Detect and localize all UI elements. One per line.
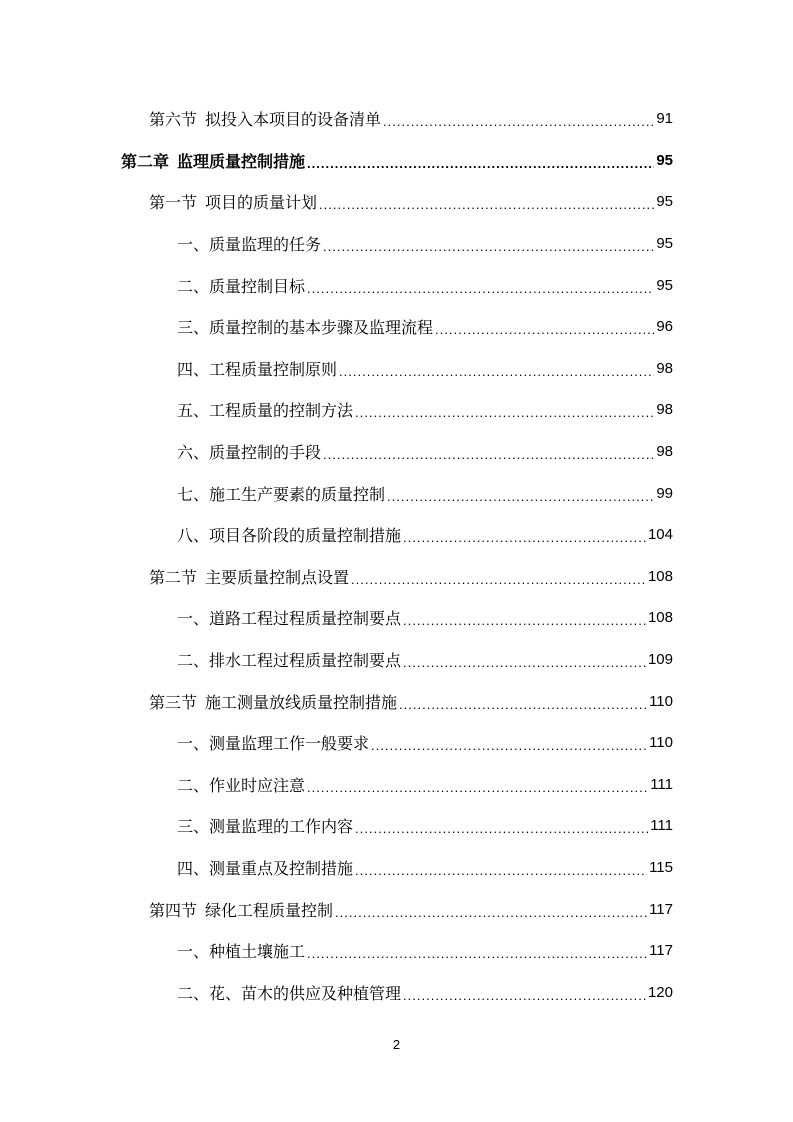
toc-subsection-entry[interactable] bbox=[0, 597, 793, 639]
toc-entry-label bbox=[177, 482, 385, 505]
toc-entry-page: 117 bbox=[649, 942, 673, 960]
toc-entry-title: 作业时应注意 bbox=[209, 775, 306, 795]
toc-entry-label bbox=[177, 773, 305, 796]
toc-dot-leader bbox=[355, 863, 647, 878]
toc-dot-leader bbox=[403, 613, 646, 628]
toc-dot-leader bbox=[399, 697, 647, 712]
toc-entry-title: 测量重点及控制措施 bbox=[209, 858, 354, 878]
toc-subsection-entry[interactable] bbox=[0, 389, 793, 431]
toc-entry-page: 99 bbox=[656, 484, 673, 502]
toc-entry-number: 五、 bbox=[177, 401, 210, 421]
toc-dot-leader bbox=[323, 447, 654, 462]
toc-entry-title: 质量控制的基本步骤及监理流程 bbox=[209, 318, 434, 338]
toc-entry-page: 95 bbox=[656, 151, 673, 169]
toc-entry-label bbox=[177, 606, 401, 629]
toc-subsection-entry[interactable] bbox=[0, 805, 793, 847]
toc-subsection-entry[interactable] bbox=[0, 514, 793, 556]
toc-entry-title: 花、苗木的供应及种植管理 bbox=[209, 983, 402, 1003]
toc-subsection-entry[interactable] bbox=[0, 264, 793, 306]
toc-entry-label bbox=[149, 190, 317, 213]
toc-entry-label bbox=[177, 814, 353, 837]
toc-entry-number: 第六节 bbox=[149, 110, 198, 130]
page-number: 2 bbox=[392, 1037, 401, 1052]
toc-entry-number: 一、 bbox=[177, 609, 210, 629]
toc-entry-label bbox=[149, 107, 381, 130]
toc-dot-leader bbox=[383, 114, 654, 129]
toc-entry-label bbox=[177, 648, 401, 671]
toc-subsection-entry[interactable] bbox=[0, 306, 793, 348]
toc-section-entry[interactable] bbox=[0, 98, 793, 140]
toc-entry-title: 道路工程过程质量控制要点 bbox=[209, 609, 402, 629]
toc-entry-title: 排水工程过程质量控制要点 bbox=[209, 651, 402, 671]
toc-entry-title: 质量监理的任务 bbox=[209, 235, 322, 255]
toc-entry-number: 一、 bbox=[177, 235, 210, 255]
toc-dot-leader bbox=[387, 489, 654, 504]
toc-entry-number: 三、 bbox=[177, 318, 210, 338]
toc-subsection-entry[interactable] bbox=[0, 348, 793, 390]
toc-subsection-entry[interactable] bbox=[0, 930, 793, 972]
toc-dot-leader bbox=[307, 946, 647, 961]
toc-entry-title: 测量监理的工作内容 bbox=[209, 817, 354, 837]
toc-section-entry[interactable] bbox=[0, 680, 793, 722]
toc-section-entry[interactable] bbox=[0, 556, 793, 598]
toc-entry-number: 四、 bbox=[177, 858, 210, 878]
toc-entry-title: 项目各阶段的质量控制措施 bbox=[209, 526, 402, 546]
toc-entry-label bbox=[177, 981, 401, 1004]
toc-entry-title: 拟投入本项目的设备清单 bbox=[205, 110, 382, 130]
toc-entry-number: 三、 bbox=[177, 817, 210, 837]
toc-entry-page: 115 bbox=[649, 858, 673, 876]
toc-subsection-entry[interactable] bbox=[0, 764, 793, 806]
toc-entry-title: 测量监理工作一般要求 bbox=[209, 734, 370, 754]
toc-entry-number: 第一节 bbox=[149, 193, 198, 213]
toc-dot-leader bbox=[403, 988, 646, 1003]
toc-entry-title: 种植土壤施工 bbox=[209, 942, 306, 962]
toc-entry-title: 质量控制目标 bbox=[209, 276, 306, 296]
toc-entry-title: 工程质量的控制方法 bbox=[209, 401, 354, 421]
toc-section-entry[interactable] bbox=[0, 888, 793, 930]
toc-dot-leader bbox=[351, 572, 646, 587]
toc-entry-label bbox=[149, 690, 397, 713]
toc-entry-title: 主要质量控制点设置 bbox=[205, 567, 350, 587]
toc-entry-label bbox=[177, 357, 337, 380]
toc-dot-leader bbox=[335, 905, 647, 920]
toc-entry-number: 二、 bbox=[177, 983, 210, 1003]
toc-entry-label bbox=[149, 565, 349, 588]
toc-dot-leader bbox=[355, 405, 654, 420]
toc-dot-leader bbox=[355, 821, 648, 836]
toc-entry-label bbox=[177, 315, 433, 338]
toc-dot-leader bbox=[403, 530, 646, 545]
toc-entry-page: 110 bbox=[649, 692, 673, 710]
toc-subsection-entry[interactable] bbox=[0, 847, 793, 889]
toc-entry-page: 117 bbox=[649, 900, 673, 918]
toc-subsection-entry[interactable] bbox=[0, 223, 793, 265]
toc-entry-label bbox=[149, 898, 333, 921]
toc-dot-leader bbox=[307, 156, 654, 171]
toc-subsection-entry[interactable] bbox=[0, 722, 793, 764]
toc-entry-label bbox=[177, 232, 321, 255]
toc-dot-leader bbox=[371, 738, 647, 753]
toc-entry-title: 质量控制的手段 bbox=[209, 443, 322, 463]
toc-entry-label bbox=[177, 274, 305, 297]
toc-entry-number: 第三节 bbox=[149, 692, 198, 712]
toc-entry-page: 111 bbox=[650, 817, 673, 835]
toc-entry-title: 绿化工程质量控制 bbox=[205, 900, 334, 920]
table-of-contents bbox=[0, 98, 793, 1013]
toc-entry-page: 108 bbox=[647, 567, 673, 585]
toc-entry-number: 二、 bbox=[177, 775, 210, 795]
toc-entry-title: 项目的质量计划 bbox=[205, 193, 318, 213]
toc-entry-page: 109 bbox=[647, 651, 673, 669]
toc-entry-page: 95 bbox=[656, 235, 673, 253]
toc-entry-page: 96 bbox=[656, 318, 673, 336]
toc-dot-leader bbox=[323, 239, 654, 254]
toc-entry-number: 四、 bbox=[177, 359, 210, 379]
toc-entry-page: 120 bbox=[647, 983, 673, 1001]
toc-subsection-entry[interactable] bbox=[0, 639, 793, 681]
toc-subsection-entry[interactable] bbox=[0, 431, 793, 473]
toc-entry-number: 一、 bbox=[177, 734, 210, 754]
toc-entry-title: 监理质量控制措施 bbox=[177, 151, 306, 171]
toc-entry-number: 二、 bbox=[177, 276, 210, 296]
toc-entry-page: 95 bbox=[656, 276, 673, 294]
toc-entry-page: 95 bbox=[656, 193, 673, 211]
toc-entry-page: 108 bbox=[647, 609, 673, 627]
toc-entry-label bbox=[177, 398, 353, 421]
toc-dot-leader bbox=[435, 322, 654, 337]
toc-entry-number: 八、 bbox=[177, 526, 210, 546]
toc-entry-label bbox=[177, 440, 321, 463]
toc-entry-number: 第二节 bbox=[149, 567, 198, 587]
toc-entry-label bbox=[177, 523, 401, 546]
toc-entry-page: 98 bbox=[656, 359, 673, 377]
toc-subsection-entry[interactable] bbox=[0, 472, 793, 514]
toc-entry-label bbox=[121, 149, 305, 172]
toc-entry-label bbox=[177, 731, 369, 754]
toc-entry-title: 施工生产要素的质量控制 bbox=[209, 484, 386, 504]
toc-dot-leader bbox=[307, 281, 654, 296]
toc-dot-leader bbox=[307, 780, 648, 795]
toc-entry-title: 工程质量控制原则 bbox=[209, 359, 338, 379]
toc-entry-title: 施工测量放线质量控制措施 bbox=[205, 692, 398, 712]
toc-entry-number: 第二章 bbox=[121, 151, 170, 171]
toc-dot-leader bbox=[339, 364, 654, 379]
toc-entry-page: 98 bbox=[656, 443, 673, 461]
toc-entry-number: 一、 bbox=[177, 942, 210, 962]
toc-entry-number: 第四节 bbox=[149, 900, 198, 920]
toc-entry-label bbox=[177, 856, 353, 879]
toc-entry-page: 104 bbox=[647, 526, 673, 544]
toc-entry-label bbox=[177, 939, 305, 962]
toc-section-entry[interactable] bbox=[0, 181, 793, 223]
toc-dot-leader bbox=[403, 655, 646, 670]
toc-dot-leader bbox=[319, 197, 654, 212]
toc-entry-number: 六、 bbox=[177, 443, 210, 463]
toc-chapter-entry[interactable] bbox=[0, 140, 793, 182]
toc-entry-page: 91 bbox=[656, 110, 673, 128]
toc-entry-page: 110 bbox=[649, 734, 673, 752]
toc-subsection-entry[interactable] bbox=[0, 971, 793, 1013]
toc-entry-page: 111 bbox=[650, 775, 673, 793]
toc-entry-number: 七、 bbox=[177, 484, 210, 504]
toc-entry-number: 二、 bbox=[177, 651, 210, 671]
toc-entry-page: 98 bbox=[656, 401, 673, 419]
